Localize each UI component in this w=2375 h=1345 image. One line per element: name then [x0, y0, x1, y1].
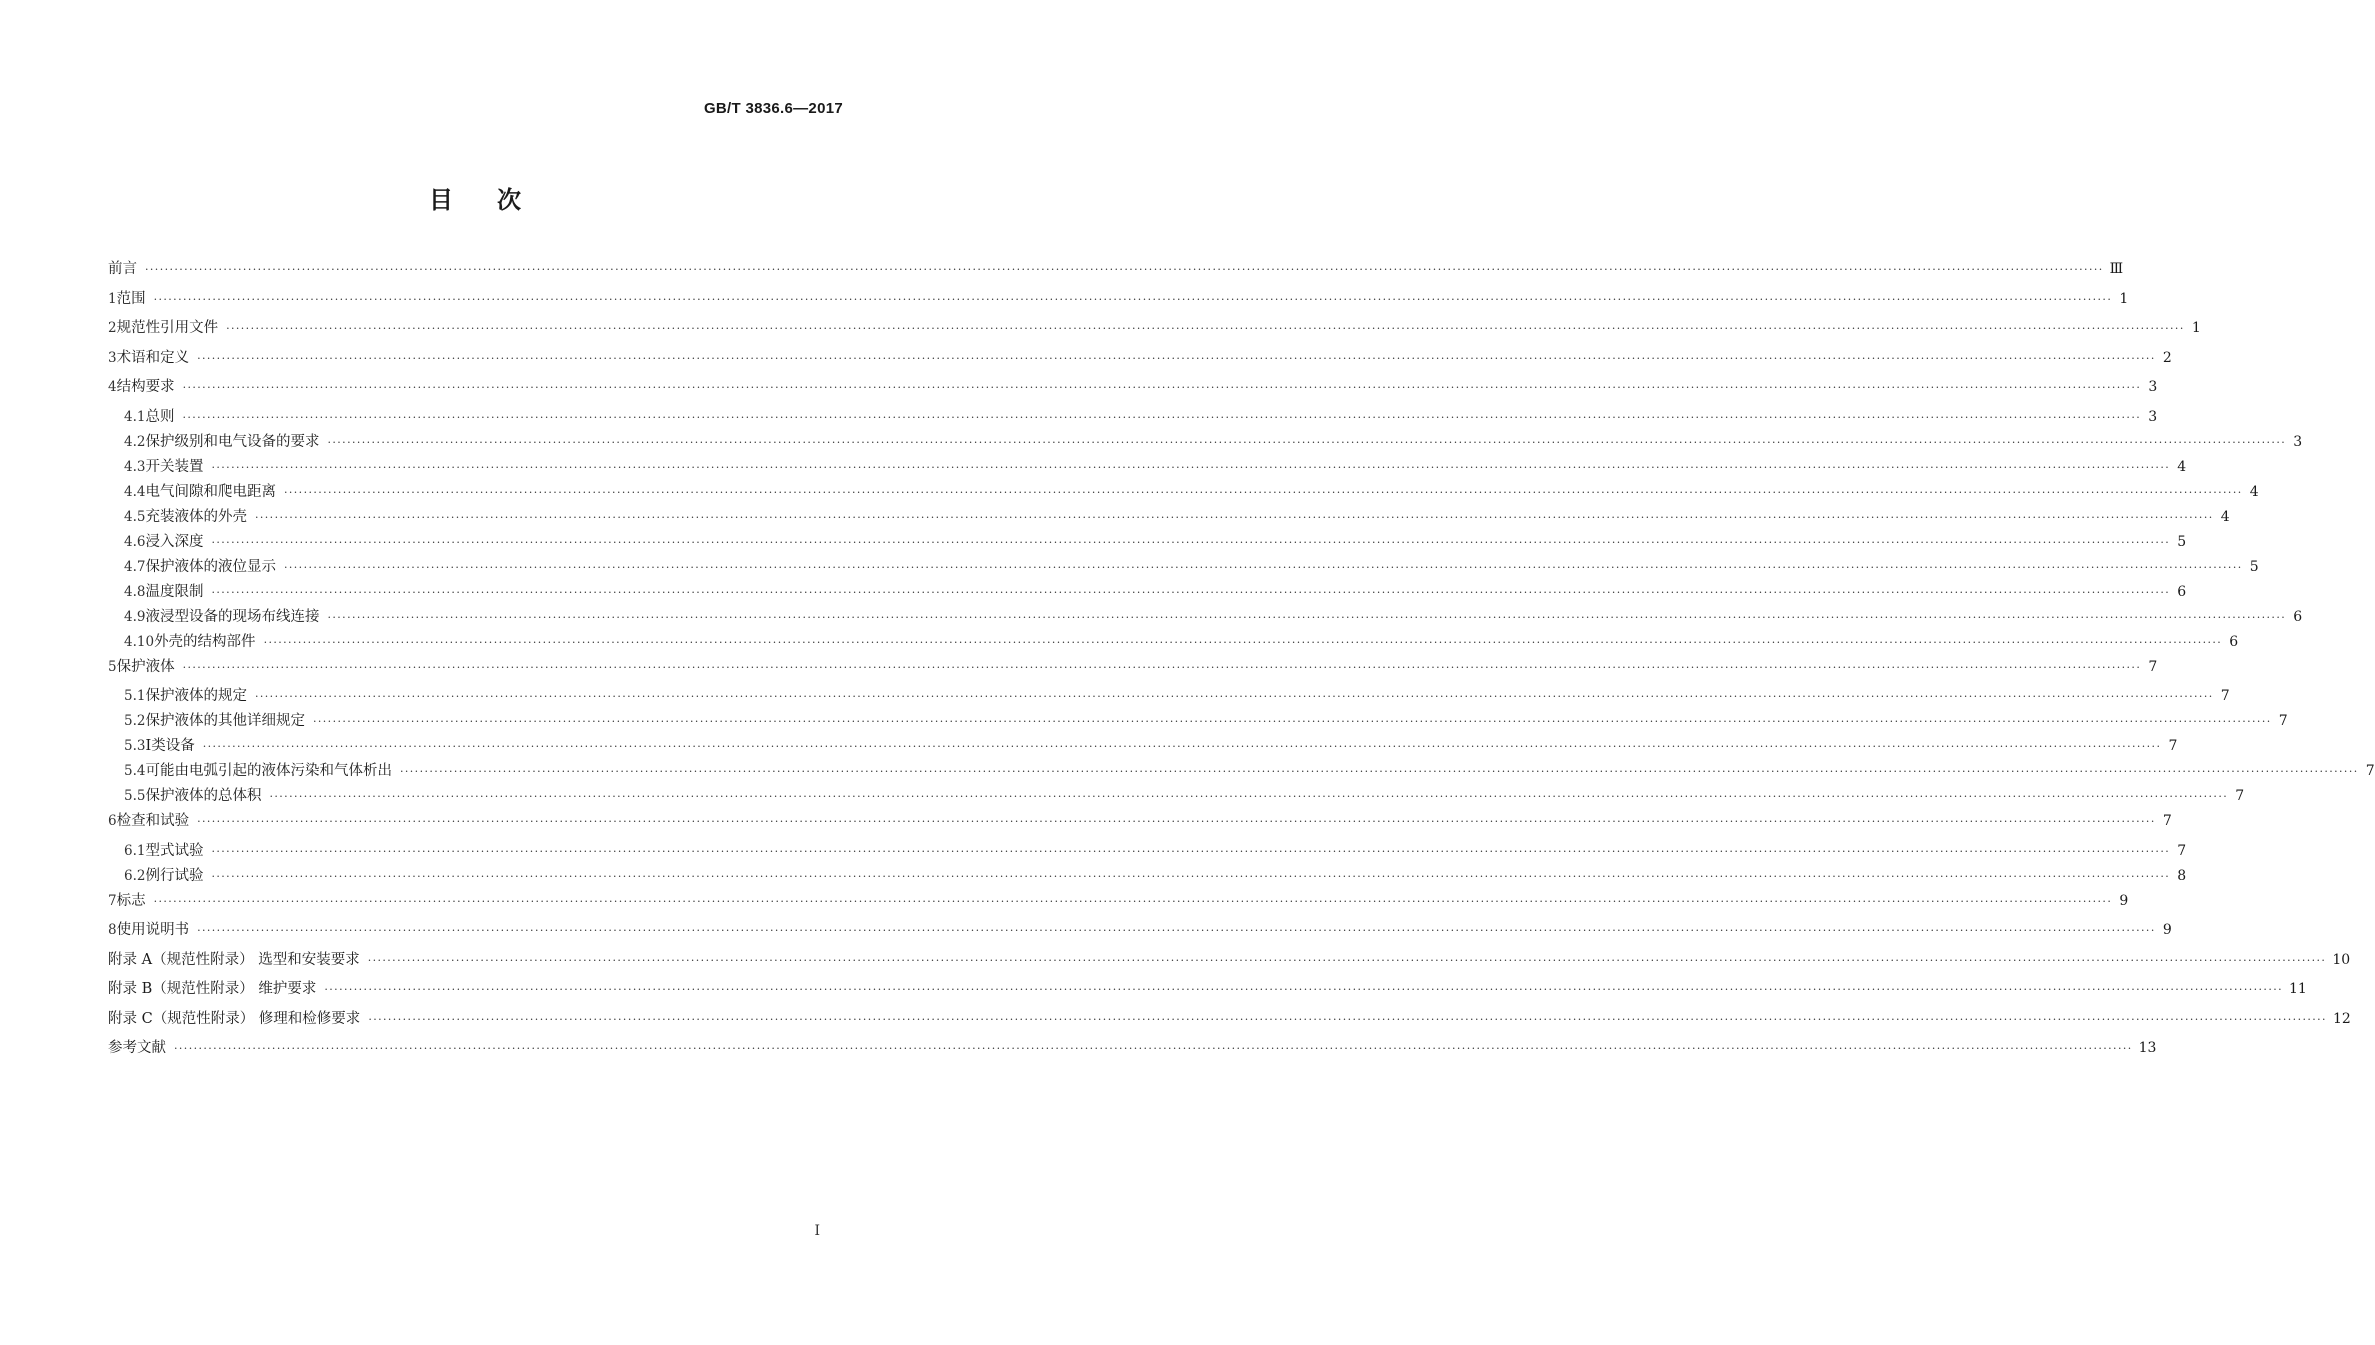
toc-entry-page: Ⅲ	[2109, 261, 2124, 277]
toc-entry[interactable]	[108, 289, 2129, 319]
toc-entry-page: 2	[2162, 349, 2172, 366]
toc-entry-label: 保护液体的其他详细规定	[145, 713, 305, 729]
dot-leader: ················································································································································································································································································································································································································	[211, 460, 2171, 474]
toc-entry[interactable]	[108, 841, 2187, 866]
toc-entry-label: 前言	[108, 261, 137, 277]
toc-entry-label: 总则	[145, 408, 175, 425]
toc-entry-label: 开关装置	[145, 458, 204, 475]
toc-entry-number: 8	[108, 922, 117, 938]
dot-leader: ················································································································································································································································································································································································································	[211, 535, 2171, 549]
toc-entry-page: 7	[2177, 842, 2187, 859]
toc-entry-label: 温度限制	[145, 583, 204, 600]
toc-entry-number: 4.8	[124, 583, 146, 600]
toc-entry-page: 11	[2289, 981, 2307, 997]
dot-leader: ················································································································································································································································································································································································································	[153, 894, 2113, 908]
toc-entry[interactable]	[108, 811, 2172, 841]
toc-entry[interactable]	[108, 686, 2230, 711]
toc-entry[interactable]	[108, 348, 2172, 378]
toc-entry-number: 6.2	[124, 867, 146, 884]
dot-leader: ················································································································································································································································································································································································································	[269, 790, 2229, 803]
dot-leader: ················································································································································································································································································································································································································	[202, 740, 2162, 753]
toc-entry[interactable]	[108, 1038, 2157, 1068]
toc-entry-label: 保护级别和电气设备的要求	[145, 433, 320, 450]
toc-entry-number: 4.7	[124, 558, 146, 575]
toc-entry-number: 6.1	[124, 842, 146, 859]
toc-entry-number: 3	[108, 349, 117, 366]
toc-entry-number: 5.2	[124, 713, 146, 729]
dot-leader: ················································································································································································································································································································································································································	[197, 815, 2156, 828]
toc-entry-label: 保护液体的总体积	[145, 788, 262, 804]
toc-entry-page: 9	[2119, 892, 2129, 909]
toc-entry-page: 5	[2249, 558, 2259, 575]
toc-entry-number: 7	[108, 892, 117, 909]
toc-entry[interactable]	[108, 1009, 2351, 1039]
toc-entry-page: 12	[2332, 1010, 2351, 1027]
toc-entry-label: 例行试验	[145, 867, 204, 884]
toc-entry-number: 5.3	[124, 738, 146, 754]
dot-leader: ················································································································································································································································································································································································································	[368, 1012, 2327, 1026]
toc-entry[interactable]	[108, 979, 2307, 1009]
dot-leader: ················································································································································································································································································································································································································	[182, 410, 2142, 424]
dot-leader: ················································································································································································································································································································································································································	[174, 1042, 2133, 1055]
toc-entry[interactable]	[108, 507, 2230, 532]
dot-leader: ················································································································································································································································································································································································································	[211, 869, 2171, 883]
toc-entry[interactable]	[108, 786, 2245, 811]
toc-entry-page: 7	[2148, 658, 2158, 675]
toc-entry-page: 8	[2177, 867, 2187, 884]
toc-entry-label: 充装液体的外壳	[145, 508, 247, 525]
dot-leader: ················································································································································································································································································································································································································	[182, 381, 2142, 394]
dot-leader: ················································································································································································································································································································································································································	[283, 485, 2243, 499]
toc-entry-label: 可能由电弧引起的液体污染和气体析出	[145, 763, 392, 779]
toc-entry-label: 保护液体的规定	[145, 688, 247, 704]
toc-entry-number: 5.1	[124, 688, 146, 704]
toc-entry-page: 7	[2365, 763, 2375, 779]
toc-entry-label: 使用说明书	[116, 922, 190, 938]
toc-entry[interactable]	[108, 432, 2303, 457]
toc-entry-label: Ⅰ类设备	[145, 738, 195, 754]
toc-entry[interactable]	[108, 482, 2259, 507]
toc-entry-label: 外壳的结构部件	[154, 633, 256, 650]
toc-entry-label: 术语和定义	[116, 349, 190, 366]
dot-leader: ················································································································································································································································································································································································································	[153, 292, 2113, 306]
toc-entry-page: 7	[2168, 738, 2178, 754]
toc-entry-number: 6	[108, 813, 117, 829]
dot-leader: ················································································································································································································································································································································································································	[211, 585, 2171, 599]
footer-page-number: Ⅰ	[814, 1223, 820, 1239]
toc-entry[interactable]	[108, 407, 2158, 432]
toc-entry-page: 4	[2177, 458, 2187, 475]
toc-entry[interactable]	[108, 582, 2187, 607]
toc-entry-page: 6	[2229, 633, 2239, 650]
toc-entry-number: 4.2	[124, 433, 146, 450]
toc-entry-label: 标志	[116, 892, 146, 909]
dot-leader: ················································································································································································································································································································································································································	[182, 660, 2142, 674]
toc-entry[interactable]	[108, 557, 2259, 582]
toc-entry-label: 结构要求	[116, 379, 175, 395]
dot-leader: ················································································································································································································································································································································································································	[211, 844, 2171, 858]
toc-entry-label: 型式试验	[145, 842, 204, 859]
toc-entry-page: 1	[2119, 290, 2129, 307]
toc-entry-page: 6	[2293, 608, 2303, 625]
toc-entry-page: 4	[2220, 508, 2230, 525]
dot-leader: ················································································································································································································································································································································································································	[327, 435, 2287, 449]
toc-entry[interactable]	[108, 657, 2158, 687]
toc-entry-number: 5	[108, 658, 117, 675]
toc-entry-label: 附录 B（规范性附录） 维护要求	[108, 981, 317, 997]
toc-entry-page: 7	[2278, 713, 2288, 729]
toc-entry[interactable]	[108, 377, 2158, 407]
toc-entry[interactable]	[108, 632, 2239, 657]
dot-leader: ················································································································································································································································································································································································································	[327, 610, 2287, 624]
dot-leader: ················································································································································································································································································································································································································	[263, 635, 2223, 649]
toc-entry-number: 1	[108, 290, 117, 307]
toc-entry-number: 4.5	[124, 508, 146, 525]
toc-entry[interactable]	[108, 711, 2288, 736]
toc-entry[interactable]	[108, 891, 2129, 921]
toc-entry-number: 4.1	[124, 408, 146, 425]
toc-entry[interactable]	[108, 950, 2351, 980]
dot-leader: ················································································································································································································································································································································································································	[197, 924, 2156, 937]
dot-leader: ················································································································································································································································································································································································································	[254, 690, 2214, 703]
toc-entry[interactable]	[108, 920, 2172, 950]
toc-entry-label: 电气间隙和爬电距离	[145, 483, 276, 500]
toc-entry-number: 4.3	[124, 458, 146, 475]
table-of-contents	[108, 259, 2375, 1068]
toc-entry[interactable]	[108, 259, 2124, 289]
toc-entry-label: 附录 A（规范性附录） 选型和安装要求	[108, 951, 360, 968]
toc-entry-page: 5	[2177, 533, 2187, 550]
dot-leader: ················································································································································································································································································································································································································	[312, 715, 2272, 728]
toc-entry-number: 4.9	[124, 608, 146, 625]
standard-code: GB/T 3836.6—2017	[703, 100, 843, 117]
toc-entry-page: 10	[2332, 951, 2351, 968]
dot-leader: ················································································································································································································································································································································································································	[254, 510, 2214, 524]
dot-leader: ················································································································································································································································································································································································································	[197, 351, 2156, 365]
toc-entry-label: 浸入深度	[145, 533, 204, 550]
toc-entry[interactable]	[108, 761, 2375, 786]
dot-leader: ················································································································································································································································································································································································································	[324, 983, 2284, 996]
toc-entry[interactable]	[108, 318, 2201, 348]
toc-entry-number: 5.5	[124, 788, 146, 804]
toc-entry[interactable]	[108, 866, 2187, 891]
dot-leader: ················································································································································································································································································································································································································	[399, 765, 2359, 778]
toc-entry-page: 4	[2249, 483, 2259, 500]
toc-entry-page: 7	[2220, 688, 2230, 704]
toc-entry-label: 检查和试验	[116, 813, 190, 829]
toc-entry-number: 4.4	[124, 483, 146, 500]
dot-leader: ················································································································································································································································································································································································································	[226, 322, 2185, 335]
toc-entry-page: 7	[2162, 813, 2172, 829]
toc-entry-page: 3	[2293, 433, 2303, 450]
dot-leader: ················································································································································································································································································································································································································	[283, 560, 2243, 574]
toc-entry-number: 4.10	[124, 633, 155, 650]
toc-entry-page: 6	[2177, 583, 2187, 600]
toc-entry-number: 4.6	[124, 533, 146, 550]
toc-entry-label: 范围	[116, 290, 146, 307]
toc-entry-label: 参考文献	[108, 1040, 166, 1056]
toc-entry-label: 液浸型设备的现场布线连接	[145, 608, 320, 625]
toc-entry-page: 1	[2191, 320, 2201, 336]
page-title: 目次	[429, 185, 565, 214]
toc-entry-number: 4	[108, 379, 117, 395]
toc-entry-label: 规范性引用文件	[116, 320, 219, 336]
toc-entry[interactable]	[108, 607, 2303, 632]
toc-entry-page: 3	[2148, 408, 2158, 425]
toc-entry-label: 保护液体的液位显示	[145, 558, 276, 575]
toc-entry-number: 2	[108, 320, 117, 336]
toc-entry-page: 7	[2235, 788, 2245, 804]
toc-entry-label: 保护液体	[116, 658, 175, 675]
toc-entry[interactable]	[108, 736, 2178, 761]
toc-entry-page: 9	[2162, 922, 2172, 938]
toc-entry-label: 附录 C（规范性附录） 修理和检修要求	[108, 1010, 361, 1027]
toc-entry[interactable]	[108, 457, 2187, 482]
toc-entry-page: 3	[2148, 379, 2158, 395]
toc-entry-number: 5.4	[124, 763, 146, 779]
toc-entry[interactable]	[108, 532, 2187, 557]
dot-leader: ················································································································································································································································································································································································································	[145, 263, 2104, 276]
toc-entry-page: 13	[2138, 1040, 2157, 1056]
dot-leader: ················································································································································································································································································································································································································	[367, 953, 2327, 967]
